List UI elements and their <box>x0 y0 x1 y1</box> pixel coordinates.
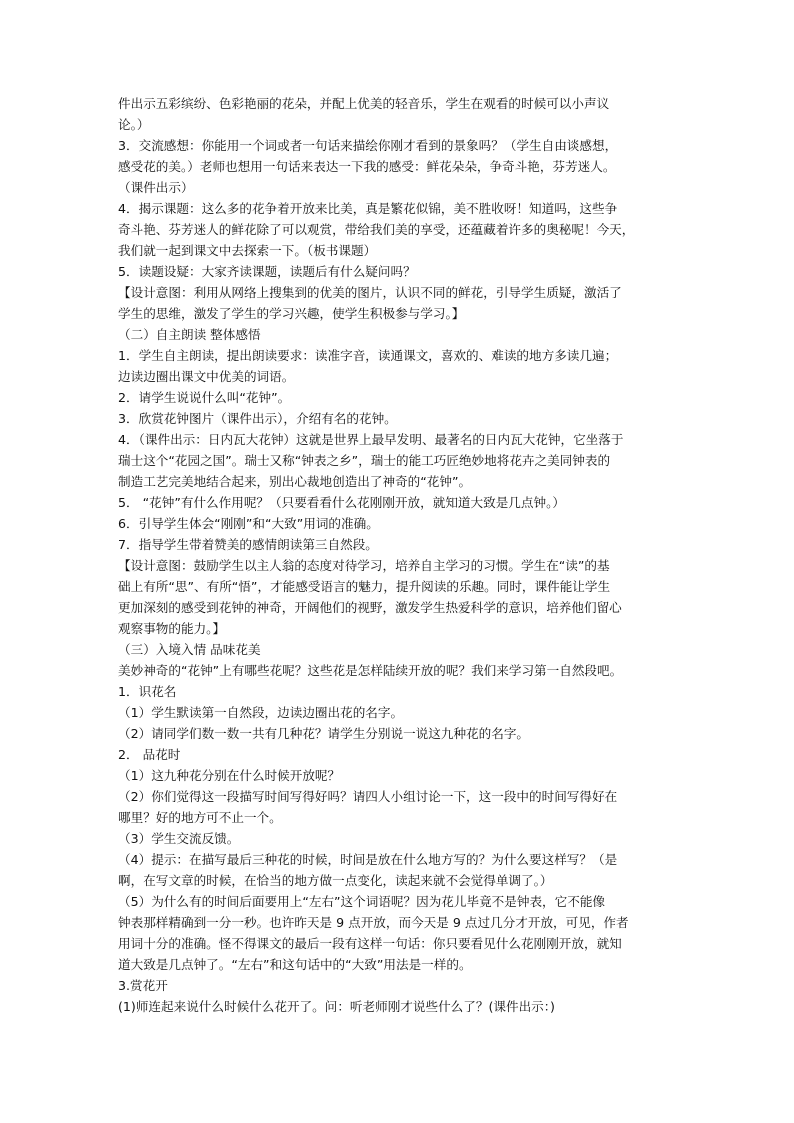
text-line: 我们就一起到课文中去探索一下。（板书课题） <box>118 243 377 258</box>
text-line: 钟表那样精确到一分一秒。也许昨天是 9 点开放，而今天是 9 点过几分才开放，可见，作者 <box>118 915 629 930</box>
text-line: 5． “花钟”有什么作用呢？（只要看看什么花刚刚开放，就知道大致是几点钟。） <box>118 495 565 510</box>
text-line: 哪里？好的地方可不止一个。 <box>118 810 282 825</box>
text-line: 件出示五彩缤纷、色彩艳丽的花朵，并配上优美的轻音乐，学生在观看的时候可以小声议 <box>118 96 610 111</box>
text-line: （5）为什么有的时间后面要用上“左右”这个词语呢？因为花儿毕竟不是钟表，它不能像 <box>118 894 606 909</box>
text-line: 5．读题设疑：大家齐读课题，读题后有什么疑问吗？ <box>118 264 416 279</box>
text-line: 边读边圈出课文中优美的词语。 <box>118 369 295 384</box>
text-line: 用词十分的准确。怪不得课文的最后一段有这样一句话：你只要看见什么花刚刚开放，就知 <box>118 936 622 951</box>
text-line: 3.赏花开 <box>118 978 168 993</box>
text-line: 7．指导学生带着赞美的感情朗读第三自然段。 <box>118 537 378 552</box>
text-line: 啊，在写文章的时候，在恰当的地方做一点变化，读起来就不会觉得单调了。） <box>118 873 553 888</box>
text-line: 【设计意图：鼓励学生以主人翁的态度对待学习，培养自主学习的习惯。学生在“读”的基 <box>118 558 610 573</box>
text-line: 4．（课件出示：日内瓦大花钟）这就是世界上最早发明、最著名的日内瓦大花钟，它坐落于 <box>118 432 624 447</box>
text-line: (1)师连起来说什么时候什么花开了。问：听老师刚才说些什么了？(课件出示：) <box>118 999 555 1014</box>
text-line: （三）入境入情 品味花美 <box>118 642 261 657</box>
text-line: 美妙神奇的“花钟”上有哪些花呢？这些花是怎样陆续开放的呢？我们来学习第一自然段吧。 <box>118 663 623 678</box>
text-line: 论。） <box>118 117 150 132</box>
text-line: （课件出示） <box>118 180 194 195</box>
text-line: 更加深刻的感受到花钟的神奇，开阔他们的视野，激发学生热爱科学的意识，培养他们留心 <box>118 600 622 615</box>
text-line: （2）你们觉得这一段描写时间写得好吗？请四人小组讨论一下，这一段中的时间写得好在 <box>118 789 618 804</box>
text-line: （3）学生交流反馈。 <box>118 831 240 846</box>
text-line: 【设计意图：利用从网络上搜集到的优美的图片，认识不同的鲜花，引导学生质疑，激活了 <box>118 285 622 300</box>
text-line: 2． 品花时 <box>118 747 181 762</box>
text-line: 学生的思维，激发了学生的学习兴趣，使学生积极参与学习。】 <box>118 306 465 321</box>
text-line: 6．引导学生体会“刚刚”和“大致”用词的准确。 <box>118 516 379 531</box>
text-line: 制造工艺完美地结合起来，别出心裁地创造出了神奇的“花钟”。 <box>118 474 472 489</box>
text-line: 础上有所“思”、有所“悟”，才能感受语言的魅力，提升阅读的乐趣。同时，课件能让学生 <box>118 579 611 594</box>
text-line: （1）这九种花分别在什么时候开放呢？ <box>118 768 341 783</box>
text-line: （二）自主朗读 整体感悟 <box>118 327 261 342</box>
text-line: 4．揭示课题：这么多的花争着开放来比美，真是繁花似锦，美不胜收呀！知道吗，这些争 <box>118 201 618 216</box>
text-line: 瑞士这个“花园之国”。瑞士又称“钟表之乡”，瑞士的能工巧匠绝妙地将花卉之美同钟表的 <box>118 453 611 468</box>
document-page <box>118 93 678 1017</box>
text-line: （4）提示：在描写最后三种花的时候，时间是放在什么地方写的？为什么要这样写？（是 <box>118 852 618 867</box>
text-line: 感受花的美。）老师也想用一句话来表达一下我的感受：鲜花朵朵，争奇斗艳，芬芳迷人。 <box>118 159 616 174</box>
text-line: 道大致是几点钟了。“左右”和这句话中的“大致”用法是一样的。 <box>118 957 472 972</box>
text-line: 3．交流感想：你能用一个词或者一句话来描绘你刚才看到的景象吗？（学生自由谈感想， <box>118 138 618 153</box>
text-line: 观察事物的能力。】 <box>118 621 226 636</box>
text-line: （2）请同学们数一数一共有几种花？请学生分别说一说这九种花的名字。 <box>118 726 530 741</box>
text-line: 1．学生自主朗读，提出朗读要求：读准字音，读通课文，喜欢的、难读的地方多读几遍； <box>118 348 618 363</box>
text-line: 1．识花名 <box>118 684 177 699</box>
text-line: （1）学生默读第一自然段，边读边圈出花的名字。 <box>118 705 404 720</box>
text-line: 3．欣赏花钟图片（课件出示），介绍有名的花钟。 <box>118 411 397 426</box>
text-line: 奇斗艳、芬芳迷人的鲜花除了可以观赏，带给我们美的享受，还蕴藏着许多的奥秘呢！今天， <box>118 222 635 237</box>
text-line: 2．请学生说说什么叫“花钟”。 <box>118 390 291 405</box>
